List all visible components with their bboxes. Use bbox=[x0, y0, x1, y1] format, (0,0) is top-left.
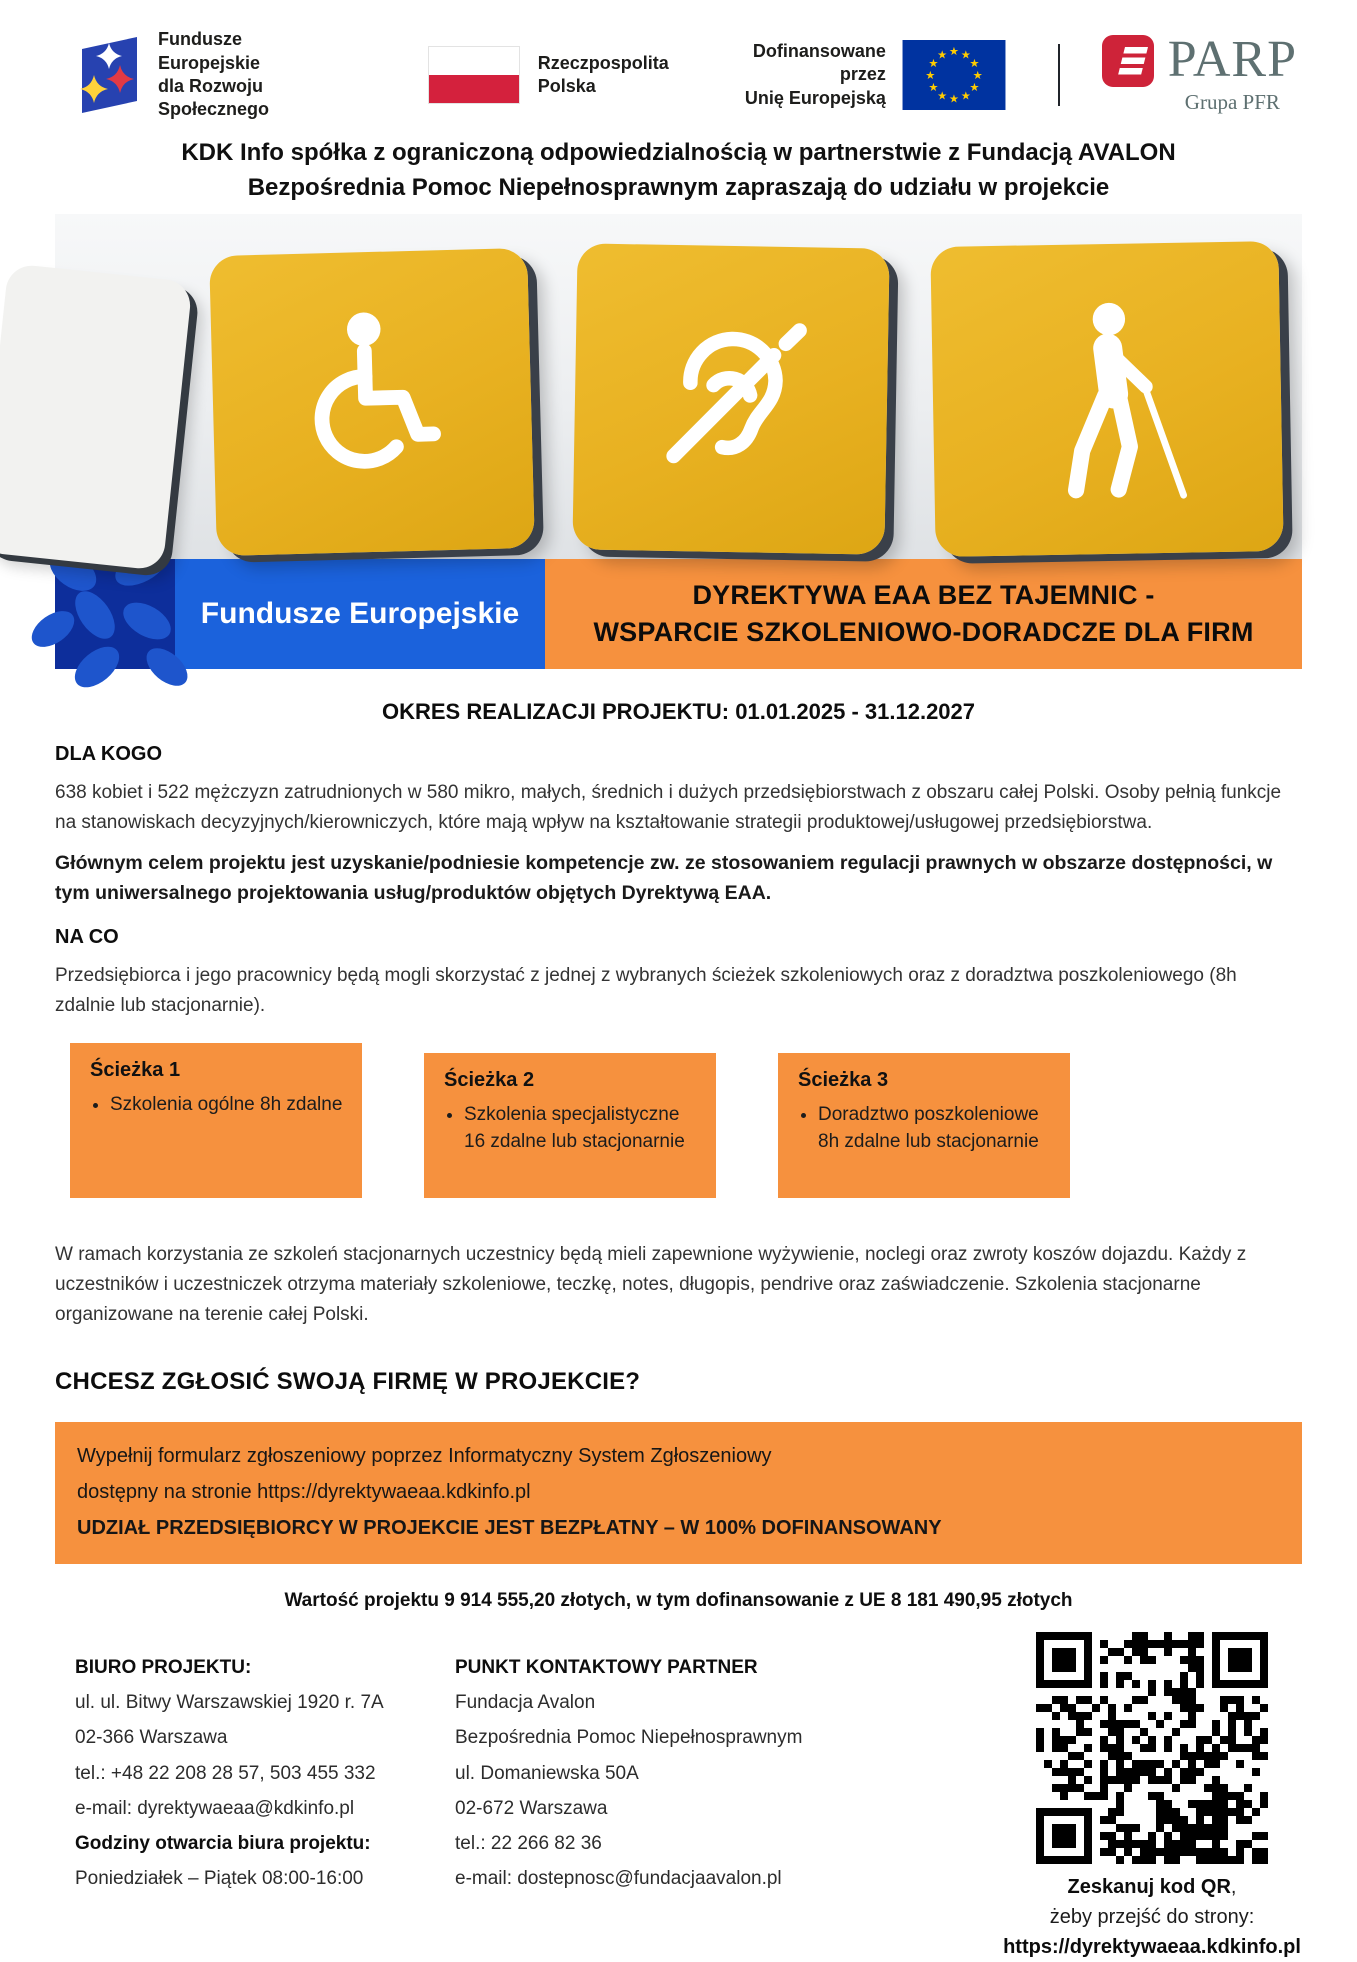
fe-banner-label: Fundusze Europejskie bbox=[200, 596, 520, 630]
keys-photo bbox=[55, 214, 1302, 559]
fe-logo-line2: dla Rozwoju Społecznego bbox=[158, 76, 270, 120]
qr-block bbox=[1002, 1632, 1302, 1962]
path-box-title: Ścieżka 3 bbox=[798, 1069, 889, 1092]
partner-address-line1: ul. Domaniewska 50A bbox=[455, 1762, 639, 1784]
svg-text:★: ★ bbox=[925, 69, 936, 82]
fe-logo-line1: Fundusze Europejskie bbox=[158, 29, 261, 73]
paragraph-target-group: 638 kobiet i 522 mężczyzn zatrudnionych w 580 mikro, małych, średnich i dużych przedsiębiorstwach z obszaru całej Polski. Osoby pełnią funkcje na stanowiskach decyzyjnych/kierowniczych, które mają wpływ na kształtowanie strategii produktowej/usługowej przedsiębiorstwa. bbox=[55, 781, 1282, 833]
pl-flag-label bbox=[538, 52, 669, 99]
apply-line2: dostępny na stronie https://dyrektywaeaa.kdkinfo.pl bbox=[77, 1481, 531, 1504]
paragraph-goal: Głównym celem projektu jest uzyskanie/podniesie kompetencje zw. ze stosowaniem regulacji prawnych w obszarze dostępności, w tym uniwersalnego projektowania usług/produktów objętych Dyrektywą EAA. bbox=[55, 851, 1273, 904]
office-heading: BIURO PROJEKTU: bbox=[75, 1657, 252, 1679]
project-title-line1: DYREKTYWA EAA BEZ TAJEMNIC - bbox=[692, 579, 1155, 610]
office-email: e-mail: dyrektywaeaa@kdkinfo.pl bbox=[75, 1797, 355, 1819]
office-address-line2: 02-366 Warszawa bbox=[75, 1727, 228, 1749]
eu-flag-icon bbox=[902, 40, 1006, 110]
paths-row bbox=[55, 1043, 1302, 1198]
path-box-2 bbox=[424, 1053, 716, 1198]
paragraph-paths-intro: Przedsiębiorca i jego pracownicy będą mogli skorzystać z jednej z wybranych ścieżek szkoleniowych oraz z doradztwa poszkoleniowego (8h zdalnie lub stacjonarnie). bbox=[55, 965, 1237, 1017]
pl-label-line2: Polska bbox=[537, 76, 596, 96]
parp-name: PARP bbox=[1167, 30, 1297, 88]
eu-label-line1: Dofinansowane przez bbox=[752, 40, 886, 85]
qr-caption-line1 bbox=[1003, 1872, 1301, 1902]
partner-name-line1: Fundacja Avalon bbox=[455, 1692, 596, 1714]
wheelchair-icon bbox=[271, 300, 473, 503]
project-banner bbox=[55, 559, 1302, 669]
poland-flag-icon bbox=[428, 46, 520, 104]
contacts-row bbox=[0, 1650, 1357, 1962]
key-hearing bbox=[572, 243, 889, 554]
project-value: Wartość projektu 9 914 555,20 złotych, w tym dofinansowanie z UE 8 181 490,95 złotych bbox=[284, 1590, 1073, 1612]
intro-title-line2: Bezpośrednia Pomoc Niepełnosprawnym zapraszają do udziału w projekcie bbox=[247, 173, 1110, 201]
partner-phone: tel.: 22 266 82 36 bbox=[455, 1832, 602, 1854]
svg-text:★: ★ bbox=[937, 49, 948, 62]
svg-text:★: ★ bbox=[972, 69, 983, 82]
apply-line3: UDZIAŁ PRZEDSIĘBIORCY W PROJEKCIE JEST BEZPŁATNY – W 100% DOFINANSOWANY bbox=[77, 1517, 942, 1540]
svg-text:★: ★ bbox=[960, 49, 971, 62]
fe-banner-pattern bbox=[55, 559, 175, 669]
svg-text:★: ★ bbox=[937, 90, 948, 103]
intro-title-line1: KDK Info spółka z ograniczoną odpowiedzialnością w partnerstwie z Fundacją AVALON bbox=[181, 139, 1176, 166]
qr-caption-url: https://dyrektywaeaa.kdkinfo.pl bbox=[1003, 1936, 1301, 1959]
svg-text:★: ★ bbox=[948, 93, 960, 106]
qr-caption-line2: żeby przejść do strony: bbox=[1049, 1906, 1255, 1929]
partner-address-line2: 02-672 Warszawa bbox=[455, 1797, 608, 1819]
path-box-title: Ścieżka 2 bbox=[444, 1069, 535, 1092]
svg-text:★: ★ bbox=[928, 81, 939, 94]
qr-caption-comma: , bbox=[1230, 1876, 1237, 1899]
qr-code bbox=[1036, 1632, 1268, 1864]
key-wheelchair bbox=[209, 247, 535, 555]
path-box-item: • Doradztwo poszkoleniowe 8h zdalne lub stacjonarnie bbox=[818, 1102, 1052, 1155]
apply-box bbox=[55, 1422, 1302, 1564]
fe-logo-label bbox=[158, 28, 340, 122]
path-box-1 bbox=[70, 1043, 362, 1198]
parp-text bbox=[1167, 30, 1297, 115]
svg-text:★: ★ bbox=[960, 90, 971, 103]
office-contact bbox=[75, 1650, 455, 1962]
section-heading-na-co: NA CO bbox=[55, 926, 119, 949]
qr-caption bbox=[1003, 1872, 1301, 1962]
partner-heading: PUNKT KONTAKTOWY PARTNER bbox=[455, 1657, 758, 1679]
svg-text:★: ★ bbox=[969, 58, 980, 71]
path-box-3 bbox=[778, 1053, 1070, 1198]
header-logos bbox=[0, 0, 1357, 120]
header-divider bbox=[1058, 44, 1060, 106]
rzeczpospolita-polska-logo bbox=[428, 46, 669, 104]
path-box-item: • Szkolenia ogólne 8h zdalne bbox=[110, 1092, 344, 1119]
svg-text:★: ★ bbox=[969, 81, 980, 94]
section-heading-dla-kogo: DLA KOGO bbox=[55, 742, 163, 765]
cta-heading: CHCESZ ZGŁOSIĆ SWOJĄ FIRMĘ W PROJEKCIE? bbox=[55, 1368, 641, 1396]
qr-caption-bold: Zeskanuj kod QR bbox=[1067, 1876, 1231, 1899]
project-title-banner bbox=[545, 559, 1302, 669]
paragraph-details: W ramach korzystania ze szkoleń stacjonarnych uczestnicy będą mieli zapewnione wyżywienie, noclegi oraz zwroty koszów dojazdu. Każdy z uczestników i uczestniczek otrzyma materiały szkoleniowe, teczkę, notes, długopis, pendrive oraz zaświadczenie. Szkolenia stacjonarne organizowane na terenie całej Polski. bbox=[55, 1244, 1247, 1326]
partner-contact bbox=[455, 1650, 955, 1962]
fe-flag-icon bbox=[72, 32, 144, 118]
eu-funding-logo bbox=[741, 40, 1006, 110]
path-box-title: Ścieżka 1 bbox=[90, 1059, 181, 1082]
office-hours: Poniedziałek – Piątek 08:00-16:00 bbox=[75, 1867, 364, 1889]
fundusze-europejskie-logo bbox=[72, 28, 340, 122]
apply-line1: Wypełnij formularz zgłoszeniowy poprzez Informatyczny System Zgłoszeniowy bbox=[77, 1445, 772, 1468]
blank-key bbox=[0, 263, 193, 571]
eu-label-line2: Unię Europejską bbox=[744, 87, 886, 108]
period-heading: OKRES REALIZACJI PROJEKTU: 01.01.2025 - 31.12.2027 bbox=[381, 698, 976, 724]
partner-name-line2: Bezpośrednia Pomoc Niepełnosprawnym bbox=[455, 1727, 803, 1749]
svg-text:★: ★ bbox=[928, 58, 939, 71]
eu-funding-label bbox=[741, 40, 886, 110]
project-title-line2: WSPARCIE SZKOLENIOWO-DORADCZE DLA FIRM bbox=[593, 616, 1254, 647]
parp-logo bbox=[1102, 30, 1297, 115]
office-phone: tel.: +48 22 208 28 57, 503 455 332 bbox=[75, 1762, 376, 1784]
svg-text:★: ★ bbox=[948, 46, 960, 59]
office-hours-heading: Godziny otwarcia biura projektu: bbox=[75, 1832, 371, 1854]
key-blind bbox=[930, 241, 1283, 557]
parp-icon bbox=[1102, 35, 1154, 87]
path-box-item: • Szkolenia specjalistyczne 16 zdalne lub stacjonarnie bbox=[464, 1102, 698, 1155]
pl-label-line1: Rzeczpospolita bbox=[537, 52, 669, 73]
office-address-line1: ul. ul. Bitwy Warszawskiej 1920 r. 7A bbox=[75, 1692, 384, 1714]
hearing-impaired-icon bbox=[633, 296, 830, 501]
fe-banner bbox=[55, 559, 545, 669]
intro-title bbox=[0, 136, 1357, 206]
partner-email: e-mail: dostepnosc@fundacjaavalon.pl bbox=[455, 1867, 782, 1889]
blind-pedestrian-icon bbox=[997, 294, 1216, 502]
parp-sub: Grupa PFR bbox=[1184, 90, 1280, 115]
